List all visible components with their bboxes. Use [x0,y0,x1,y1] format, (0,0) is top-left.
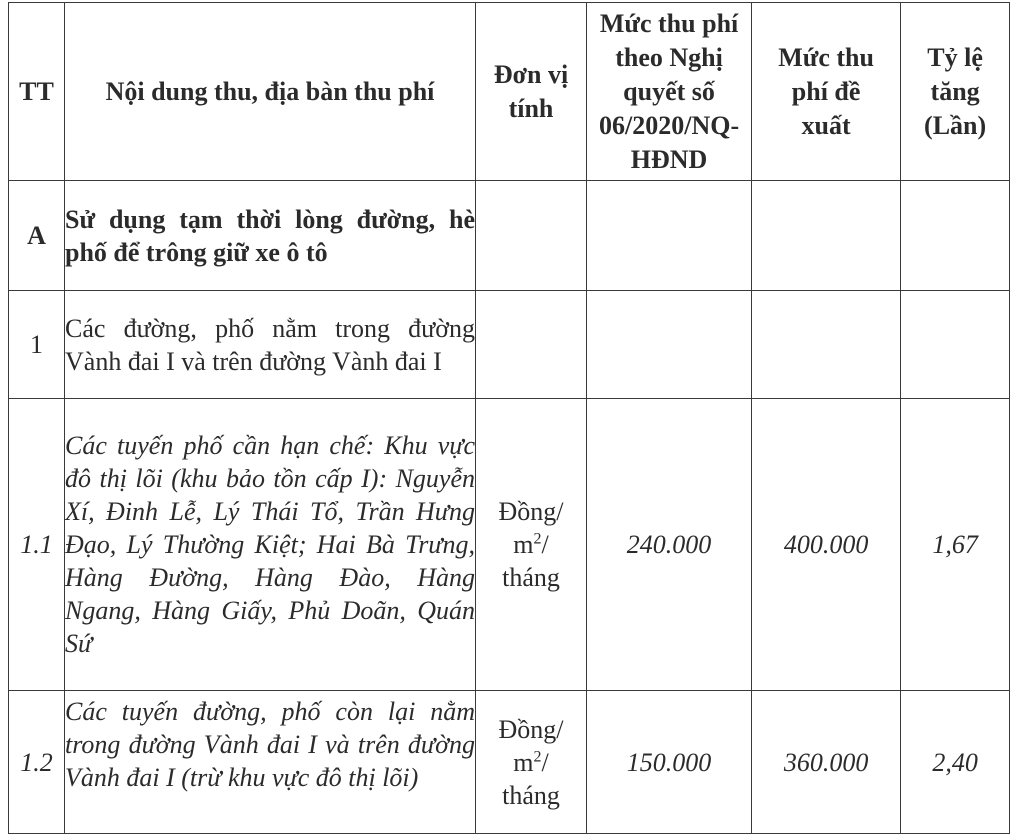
row-1-1-new-fee: 400.000 [752,399,901,691]
row-a-content: Sử dụng tạm thời lòng đường, hè phố để trông giữ xe ô tô [65,181,476,291]
row-1-2-tt: 1.2 [9,691,65,834]
unit-line-1: Đồng/ [498,714,564,744]
unit-sup: 2 [533,747,542,765]
row-1-2-content-text: Các tuyến đường, phố còn lại nằm trong đường Vành đai I và trên đường Vành đai I (trừ khu vực đô thị lõi) [65,697,475,792]
header-tt: TT [9,3,65,181]
header-new-fee: Mức thu phí đề xuất [752,3,901,181]
row-1-2-unit [476,691,587,834]
header-old-fee: Mức thu phí theo Nghị quyết số 06/2020/NQ-HĐND [587,3,752,181]
header-unit: Đơn vị tính [476,3,587,181]
row-a-tt: A [9,181,65,291]
row-1-content: Các đường, phố nằm trong đường Vành đai I và trên đường Vành đai I [65,291,476,399]
row-1-ratio [901,291,1010,399]
header-content: Nội dung thu, địa bàn thu phí [65,3,476,181]
unit-line-3: tháng [502,780,560,810]
table-row [9,399,1010,691]
row-1-1-old-fee: 240.000 [587,399,752,691]
header-ratio: Tỷ lệ tăng (Lần) [901,3,1010,181]
table-row [9,181,1010,291]
row-1-1-tt: 1.1 [9,399,65,691]
table-row [9,291,1010,399]
unit-slash: / [541,747,549,777]
fee-table [8,2,1010,834]
table-header-row [9,3,1010,181]
row-1-2-old-fee: 150.000 [587,691,752,834]
table-row [9,691,1010,834]
row-1-unit [476,291,587,399]
unit-m: m [513,747,534,777]
row-1-old-fee [587,291,752,399]
row-1-tt: 1 [9,291,65,399]
row-1-2-ratio: 2,40 [901,691,1010,834]
row-1-2-new-fee: 360.000 [752,691,901,834]
unit-sup: 2 [533,530,542,548]
unit-line-3: tháng [502,563,560,592]
row-1-1-ratio: 1,67 [901,399,1010,691]
row-a-old-fee [587,181,752,291]
row-a-ratio [901,181,1010,291]
row-a-new-fee [752,181,901,291]
row-1-1-unit [476,399,587,691]
row-1-1-content: Các tuyến phố cần hạn chế: Khu vực đô thị lõi (khu bảo tồn cấp I): Nguyễn Xí, Đinh Lễ, Lý Thái Tổ, Trần Hưng Đạo, Lý Thường Kiệt; Hai Bà Trưng, Hàng Đường, Hàng Đào, Hàng Ngang, Hàng Giấy, Phủ Doãn, Quán Sứ [65,399,476,691]
unit-line-2 [476,528,586,561]
row-a-unit [476,181,587,291]
unit-slash: / [541,530,549,559]
row-1-new-fee [752,291,901,399]
unit-line-1: Đồng/ [498,497,564,526]
unit-line-2 [476,746,586,779]
unit-m: m [513,530,534,559]
row-1-2-content [65,691,476,834]
